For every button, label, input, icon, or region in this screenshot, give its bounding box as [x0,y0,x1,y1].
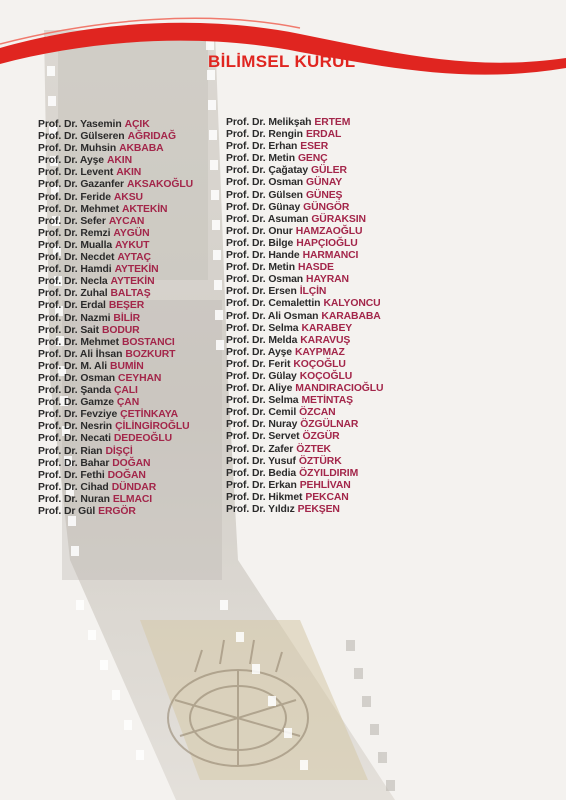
member-surname: AĞRIDAĞ [127,131,176,143]
member-surname: AYCAN [108,215,145,227]
member-given-name: Mualla [80,239,113,251]
member-given-name: Cemalettin [268,298,321,310]
member-title: Prof. Dr. [38,360,78,372]
member-title: Prof. Dr. [226,431,266,443]
member-given-name: Gülay [268,370,297,382]
member-surname: GÜNEŞ [305,189,343,201]
member-given-name: Aliye [267,383,293,395]
member-given-name: Selma [268,395,299,407]
member-title: Prof. Dr. [226,189,266,201]
committee-member [226,274,383,286]
committee-member [226,153,383,165]
member-surname: AYKUT [115,239,150,251]
member-given-name: Mehmet [80,203,119,215]
member-surname: ÖZGÜLNAR [300,419,359,431]
committee-member [226,395,383,407]
member-given-name: Ferit [268,358,291,370]
committee-member [226,456,383,468]
member-surname: DÜNDAR [111,481,157,493]
committee-member [38,131,193,143]
committee-member [226,165,383,177]
member-title: Prof. Dr. [38,264,78,276]
member-title: Prof. Dr. [38,131,78,143]
member-title: Prof. Dr. [38,227,78,239]
member-title: Prof. Dr. [226,213,266,225]
member-title: Prof. Dr. [38,203,78,215]
member-title: Prof. Dr. [226,286,266,298]
committee-member [226,286,383,298]
member-title: Prof. Dr. [226,334,266,346]
member-surname: GÜLER [311,165,347,177]
committee-member [226,226,383,238]
member-given-name: Hande [268,250,300,262]
member-given-name: Selma [268,322,299,334]
member-given-name: Metin [268,262,295,274]
member-surname: KARABABA [321,310,381,322]
committee-member [226,444,383,456]
committee-member [38,216,193,228]
member-given-name: Gazanfer [80,179,124,191]
member-surname: İLÇİN [299,286,327,298]
member-title: Prof. Dr. [226,262,266,274]
member-surname: AYGÜN [113,227,150,239]
member-given-name: Sait [80,324,99,336]
member-title: Prof. Dr. [226,443,266,455]
member-surname: PEHLİVAN [299,479,351,491]
member-given-name: Bedia [268,467,297,479]
committee-member [226,347,383,359]
member-title: Prof. Dr. [38,481,78,493]
member-given-name: Hikmet [268,491,303,503]
committee-member [226,214,383,226]
committee-member [38,192,193,204]
committee-member [226,202,383,214]
committee-member [226,480,383,492]
committee-member [226,190,383,202]
member-surname: ÇETİNKAYA [120,409,178,421]
committee-member [38,494,193,506]
member-given-name: Gülseren [80,131,125,143]
member-given-name: Ali Osman [267,310,319,322]
member-surname: MANDIRACIOĞLU [295,383,384,395]
member-surname: BOSTANCI [121,336,175,348]
member-given-name: Gamze [80,397,114,409]
committee-member [38,300,193,312]
member-given-name: Muhsin [80,143,117,155]
committee-member [38,361,193,373]
member-surname: BALTAŞ [110,288,151,300]
committee-member [38,506,193,518]
committee-member [226,492,383,504]
member-title: Prof. Dr. [226,117,266,128]
member-surname: ÖZTÜRK [298,455,342,467]
committee-member [226,323,383,335]
committee-member [38,228,193,240]
committee-member [226,238,383,250]
committee-member [38,349,193,361]
committee-member [38,458,193,470]
member-title: Prof. Dr. [38,119,78,130]
member-given-name: Sefer [80,215,106,227]
committee-member [38,119,193,131]
member-given-name: Yıldız [268,504,295,515]
member-given-name: Hamdi [80,264,112,276]
member-given-name: Levent [80,167,114,179]
member-surname: ELMACI [112,493,153,505]
member-surname: AÇIK [124,119,150,130]
committee-member [38,409,193,421]
member-surname: KOÇOĞLU [293,358,346,370]
member-given-name: Onur [268,225,293,237]
member-title: Prof. Dr. [38,348,78,360]
member-title: Prof. Dr. [38,493,78,505]
member-surname: CEYHAN [118,372,162,384]
committee-member [38,373,193,385]
member-title: Prof. Dr. [226,153,266,165]
committee-member [38,470,193,482]
committee-member [38,397,193,409]
member-given-name: Ayşe [267,346,292,358]
member-title: Prof. Dr. [226,358,266,370]
member-title: Prof. Dr. [38,155,78,167]
member-surname: AKTEKİN [121,203,168,215]
member-surname: ÇAN [116,397,140,409]
committee-member [38,433,193,445]
member-given-name: Zafer [268,443,294,455]
member-given-name: Osman [80,372,116,384]
member-given-name: Fethi [80,469,105,481]
member-title: Prof. Dr. [226,274,266,286]
member-given-name: Ayşe [79,155,104,167]
member-title: Prof. Dr. [38,191,78,203]
member-title: Prof. Dr. [226,225,266,237]
committee-member [38,421,193,433]
member-surname: AKIN [106,155,132,167]
committee-member [226,335,383,347]
member-given-name: Feride [80,191,111,203]
committee-member [38,482,193,494]
member-given-name: Gül [78,506,96,517]
member-surname: PEKŞEN [297,504,340,515]
member-title: Prof. Dr. [38,457,78,469]
committee-member [38,167,193,179]
member-given-name: Yasemin [80,119,122,130]
member-title: Prof. Dr. [38,276,78,288]
member-given-name: Osman [268,177,304,189]
page-title: BİLİMSEL KURUL [208,52,356,71]
member-title: Prof. Dr. [226,141,266,153]
member-title: Prof. Dr. [226,129,266,141]
member-given-name: Zuhal [80,288,108,300]
member-surname: ÖZYILDIRIM [299,467,359,479]
committee-member [38,313,193,325]
member-surname: KARAVUŞ [300,334,351,346]
member-title: Prof. Dr. [38,372,78,384]
member-title: Prof. Dr. [38,239,78,251]
member-given-name: Gülsen [268,189,303,201]
committee-member [38,325,193,337]
committee-member [38,337,193,349]
member-surname: DOĞAN [107,469,146,481]
committee-member [38,204,193,216]
member-title: Prof. Dr. [38,397,78,409]
member-given-name: Nuran [80,493,110,505]
member-surname: AKBABA [119,143,164,155]
member-surname: ERTEM [314,117,351,128]
committee-list-left [38,119,193,518]
member-surname: DOĞAN [112,457,151,469]
member-surname: HARMANCI [302,250,359,262]
member-title: Prof. Dr. [226,177,266,189]
member-title: Prof. Dr. [226,370,266,382]
member-title: Prof. Dr. [38,215,78,227]
committee-member [38,240,193,252]
member-given-name: Erhan [268,141,298,153]
member-surname: AKSU [113,191,143,203]
member-given-name: Bilge [268,237,294,249]
member-surname: HAMZAOĞLU [295,225,363,237]
member-given-name: Necla [80,276,108,288]
member-surname: ÖZGÜR [302,431,340,443]
member-given-name: Yusuf [268,455,296,467]
member-surname: KOÇOĞLU [299,370,353,382]
member-given-name: Metin [268,153,295,165]
member-given-name: Necdet [80,252,115,264]
member-title: Prof. Dr. [226,201,266,213]
member-title: Prof. Dr. [38,421,78,433]
committee-member [38,143,193,155]
member-surname: ÇALI [114,385,138,397]
committee-member [38,446,193,458]
member-title: Prof. Dr. [226,237,266,249]
member-surname: ERDAL [305,129,342,141]
member-given-name: Nazmi [80,312,111,324]
committee-member [38,252,193,264]
member-title: Prof. Dr. [38,300,78,312]
member-surname: AYTAÇ [117,252,151,264]
member-given-name: Cemil [268,407,297,419]
member-surname: HAPÇIOĞLU [296,237,358,249]
committee-member [38,276,193,288]
committee-member [226,371,383,383]
member-given-name: Asuman [267,213,309,225]
member-title: Prof. Dr. [38,143,78,155]
member-given-name: Fevziye [80,409,118,421]
member-title: Prof. Dr. [38,312,78,324]
member-surname: BODUR [101,324,140,336]
member-title: Prof. Dr. [226,479,266,491]
member-title: Prof. Dr. [226,455,266,467]
committee-member [226,262,383,274]
member-surname: KAYPMAZ [294,346,345,358]
member-title: Prof. Dr. [226,298,266,310]
member-title: Prof. Dr. [226,165,266,177]
member-surname: PEKCAN [305,491,349,503]
member-given-name: Osman [268,274,304,286]
member-title: Prof. Dr. [38,385,78,397]
member-title: Prof. Dr. [38,252,78,264]
member-title: Prof. Dr. [38,167,78,179]
member-given-name: Cihad [80,481,109,493]
member-surname: BUMİN [110,360,144,372]
member-surname: ESER [300,141,329,153]
member-given-name: Rengin [268,129,303,141]
member-surname: GÜNAY [306,177,343,189]
committee-member [226,407,383,419]
member-surname: ERGÖR [98,506,136,517]
member-title: Prof. Dr. [226,250,266,262]
member-surname: AYTEKİN [110,276,155,288]
member-title: Prof. Dr. [226,467,266,479]
member-title: Prof. Dr. [226,322,266,334]
member-given-name: Nuray [268,419,298,431]
member-surname: HASDE [297,262,334,274]
member-title: Prof. Dr. [38,445,78,457]
committee-member [226,177,383,189]
member-given-name: Şanda [80,385,111,397]
member-title: Prof. Dr. [38,409,78,421]
member-given-name: Mehmet [80,336,119,348]
committee-member [226,383,383,395]
member-given-name: Melda [268,334,298,346]
committee-member [226,504,383,516]
member-given-name: Melikşah [268,117,312,128]
member-title: Prof. Dr. [226,395,266,407]
member-surname: AYTEKİN [114,264,159,276]
member-surname: AKIN [116,167,142,179]
member-title: Prof. Dr. [38,288,78,300]
member-surname: GÜRAKSIN [311,213,366,225]
member-given-name: Bahar [80,457,110,469]
member-surname: GENÇ [297,153,328,165]
committee-member [226,117,383,129]
committee-member [226,419,383,431]
member-given-name: Necati [80,433,111,445]
member-given-name: Çağatay [268,165,309,177]
member-given-name: M. Ali [80,360,108,372]
member-given-name: Ersen [268,286,297,298]
committee-list-right [226,117,383,516]
member-surname: ÇİLİNGİROĞLU [115,421,190,433]
member-title: Prof. Dr. [38,433,78,445]
member-given-name: Rian [80,445,103,457]
committee-member [38,179,193,191]
member-given-name: Erdal [80,300,106,312]
member-given-name: Nesrin [80,421,113,433]
member-title: Prof. Dr. [226,419,266,431]
committee-member [226,141,383,153]
member-surname: BİLİR [113,312,141,324]
committee-member [226,129,383,141]
member-title: Prof. Dr. [38,324,78,336]
member-surname: DİŞÇİ [105,445,133,457]
member-surname: METİNTAŞ [301,395,353,407]
member-given-name: Günay [268,201,301,213]
member-surname: HAYRAN [306,274,349,286]
member-given-name: Ali İhsan [79,348,123,360]
member-title: Prof. Dr. [226,310,266,322]
member-surname: DEDEOĞLU [113,433,172,445]
committee-member [226,311,383,323]
member-title: Prof. Dr [38,506,76,517]
committee-member [38,288,193,300]
member-surname: BEŞER [108,300,145,312]
member-title: Prof. Dr. [226,407,266,419]
committee-member [38,264,193,276]
committee-member [226,250,383,262]
committee-member [226,431,383,443]
member-title: Prof. Dr. [226,491,266,503]
member-given-name: Servet [268,431,300,443]
member-title: Prof. Dr. [38,336,78,348]
member-title: Prof. Dr. [38,179,78,191]
committee-member [226,468,383,480]
member-title: Prof. Dr. [38,469,78,481]
committee-member [226,359,383,371]
member-given-name: Remzi [80,227,111,239]
committee-member [38,155,193,167]
member-surname: KARABEY [301,322,353,334]
member-surname: ÖZTEK [296,443,331,455]
member-title: Prof. Dr. [226,383,266,395]
member-given-name: Erkan [268,479,297,491]
member-surname: AKSAKOĞLU [126,179,194,191]
member-surname: ÖZCAN [299,407,336,419]
member-surname: GÜNGÖR [303,201,350,213]
member-surname: KALYONCU [323,298,381,310]
committee-member [226,298,383,310]
member-surname: BOZKURT [125,348,176,360]
committee-member [38,385,193,397]
member-title: Prof. Dr. [226,504,266,515]
member-title: Prof. Dr. [226,346,266,358]
